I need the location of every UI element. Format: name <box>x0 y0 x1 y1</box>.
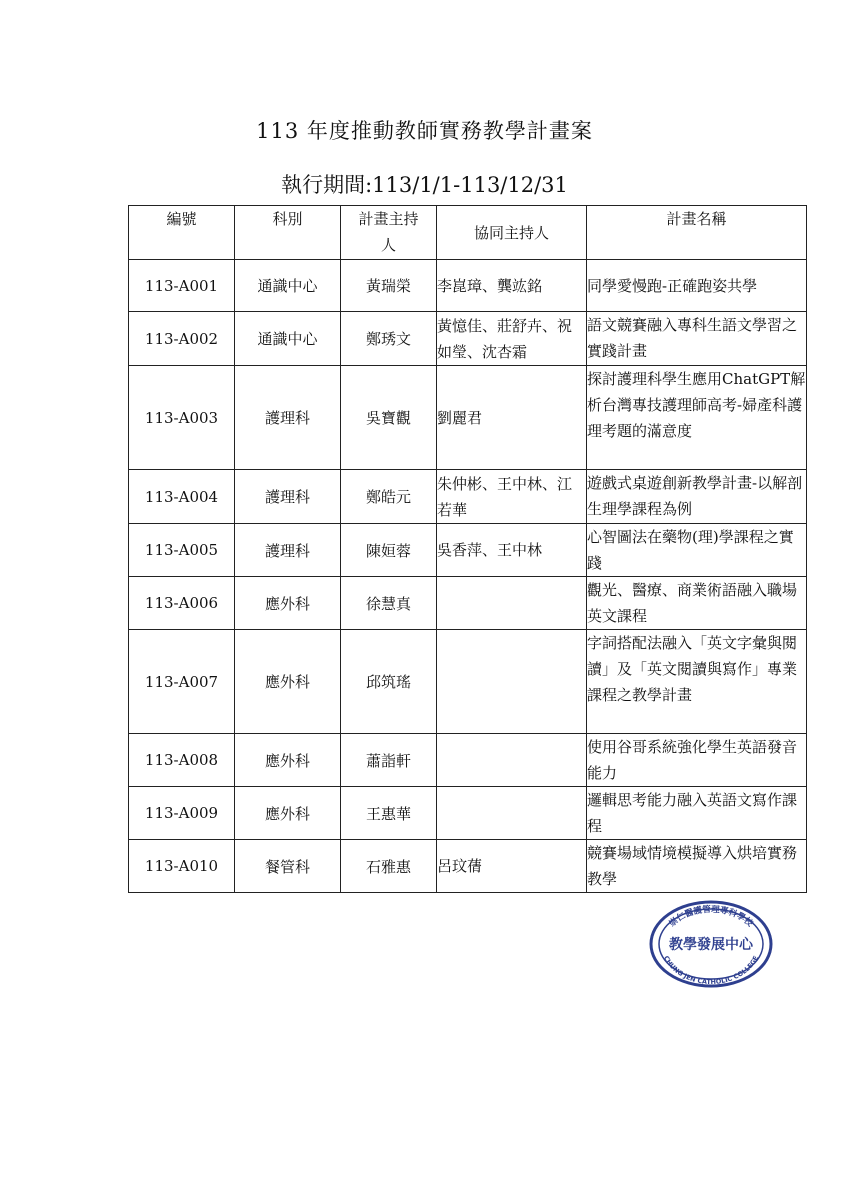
header-pi: 計畫主持人 <box>341 206 437 260</box>
seal-center-text: 教學發展中心 <box>669 937 753 953</box>
row-pi: 徐慧真 <box>341 577 437 630</box>
row-co <box>437 630 587 734</box>
row-project-name: 邏輯思考能力融入英語文寫作課程 <box>587 787 807 840</box>
table-header-row <box>129 206 807 260</box>
table-row <box>129 787 807 840</box>
table-row <box>129 630 807 734</box>
row-co: 黃憶佳、莊舒卉、祝如瑩、沈杏霜 <box>437 312 587 366</box>
table-row <box>129 312 807 366</box>
row-project-name: 觀光、醫療、商業術語融入職場英文課程 <box>587 577 807 630</box>
row-project-name: 心智圖法在藥物(理)學課程之實踐 <box>587 524 807 577</box>
row-co: 朱仲彬、王中林、江若華 <box>437 470 587 524</box>
row-project-name: 探討護理科學生應用ChatGPT解析台灣專技護理師高考-婦產科護理考題的滿意度 <box>587 366 807 470</box>
table-row <box>129 524 807 577</box>
svg-text:CHUNG JEN CATHOLIC COLLEGE <box>662 954 760 986</box>
row-dept: 通識中心 <box>235 312 341 366</box>
header-dept: 科別 <box>235 206 341 260</box>
table-row <box>129 470 807 524</box>
row-dept: 應外科 <box>235 787 341 840</box>
execution-period: 執行期間:113/1/1-113/12/31 <box>281 173 568 197</box>
row-pi: 鄭琇文 <box>341 312 437 366</box>
row-pi: 吳寶觀 <box>341 366 437 470</box>
row-pi: 陳姮蓉 <box>341 524 437 577</box>
row-id: 113-A006 <box>129 577 235 630</box>
row-id: 113-A005 <box>129 524 235 577</box>
row-pi: 邱筑瑤 <box>341 630 437 734</box>
row-co: 吳香萍、王中林 <box>437 524 587 577</box>
seal-bottom-text: CHUNG JEN CATHOLIC COLLEGE <box>661 954 761 987</box>
row-id: 113-A002 <box>129 312 235 366</box>
row-co: 呂玟蒨 <box>437 840 587 893</box>
row-project-name: 使用谷哥系統強化學生英語發音能力 <box>587 734 807 787</box>
row-pi: 石雅惠 <box>341 840 437 893</box>
row-dept: 應外科 <box>235 630 341 734</box>
row-id: 113-A001 <box>129 260 235 312</box>
row-project-name: 競賽場域情境模擬導入烘培實務教學 <box>587 840 807 893</box>
row-co: 李崑璋、龔竑銘 <box>437 260 587 312</box>
row-pi: 蕭詣軒 <box>341 734 437 787</box>
project-table <box>128 205 807 893</box>
row-project-name: 字詞搭配法融入「英文字彙與閱讀」及「英文閱讀與寫作」專業課程之教學計畫 <box>587 630 807 734</box>
row-project-name: 遊戲式桌遊創新教學計畫-以解剖生理學課程為例 <box>587 470 807 524</box>
row-co <box>437 787 587 840</box>
seal-top-text: 崇仁醫護管理專科學校 <box>667 904 755 929</box>
row-id: 113-A010 <box>129 840 235 893</box>
row-dept: 應外科 <box>235 577 341 630</box>
row-pi: 鄭皓元 <box>341 470 437 524</box>
table-row <box>129 366 807 470</box>
table-row <box>129 577 807 630</box>
header-co: 協同主持人 <box>437 206 587 260</box>
row-dept: 護理科 <box>235 470 341 524</box>
header-id: 編號 <box>129 206 235 260</box>
row-project-name: 語文競賽融入專科生語文學習之實踐計畫 <box>587 312 807 366</box>
row-id: 113-A004 <box>129 470 235 524</box>
row-co <box>437 577 587 630</box>
row-dept: 餐管科 <box>235 840 341 893</box>
row-id: 113-A003 <box>129 366 235 470</box>
row-id: 113-A008 <box>129 734 235 787</box>
table-row <box>129 840 807 893</box>
row-co: 劉麗君 <box>437 366 587 470</box>
row-id: 113-A007 <box>129 630 235 734</box>
row-dept: 護理科 <box>235 524 341 577</box>
row-pi: 黃瑞榮 <box>341 260 437 312</box>
row-dept: 護理科 <box>235 366 341 470</box>
row-id: 113-A009 <box>129 787 235 840</box>
table-row <box>129 260 807 312</box>
row-project-name: 同學愛慢跑-正確跑姿共學 <box>587 260 807 312</box>
row-pi: 王惠華 <box>341 787 437 840</box>
teaching-center-seal <box>649 900 773 988</box>
table-row <box>129 734 807 787</box>
row-co <box>437 734 587 787</box>
row-dept: 應外科 <box>235 734 341 787</box>
document-title: 113 年度推動教師實務教學計畫案 <box>256 119 593 143</box>
row-dept: 通識中心 <box>235 260 341 312</box>
header-name: 計畫名稱 <box>587 206 807 260</box>
